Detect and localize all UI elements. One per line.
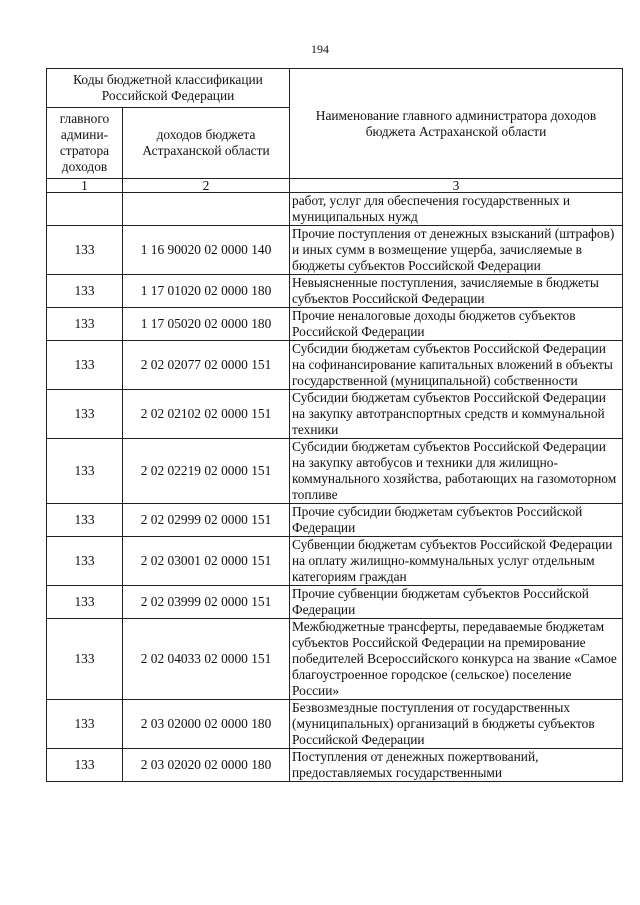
table-row <box>47 749 623 782</box>
admin-code-cell: 133 <box>47 700 123 749</box>
header-administrator-name: Наименование главного администратора доходов бюджета Астраханской области <box>290 69 623 179</box>
revenue-code-cell: 2 02 03001 02 0000 151 <box>123 537 290 586</box>
admin-code-cell: 133 <box>47 619 123 700</box>
table-row <box>47 193 623 226</box>
admin-code-cell: 133 <box>47 226 123 275</box>
table-row <box>47 308 623 341</box>
table-row <box>47 586 623 619</box>
revenue-name-cell: Поступления от денежных пожертвований, предоставляемых государственными <box>290 749 623 782</box>
table-row <box>47 504 623 537</box>
table-row <box>47 390 623 439</box>
revenue-code-cell <box>123 193 290 226</box>
revenue-code-cell: 2 02 02999 02 0000 151 <box>123 504 290 537</box>
revenue-name-cell: Прочие неналоговые доходы бюджетов субъектов Российской Федерации <box>290 308 623 341</box>
revenue-name-cell: Невыясненные поступления, зачисляемые в бюджеты субъектов Российской Федерации <box>290 275 623 308</box>
column-index-3: 3 <box>290 179 623 193</box>
revenue-name-cell: Субсидии бюджетам субъектов Российской Федерации на закупку автобусов и техники для жилищно-коммунального хозяйства, работающих на газомоторном топливе <box>290 439 623 504</box>
table-row <box>47 275 623 308</box>
table-row <box>47 619 623 700</box>
revenue-code-cell: 2 02 03999 02 0000 151 <box>123 586 290 619</box>
revenue-code-cell: 2 02 02102 02 0000 151 <box>123 390 290 439</box>
header-revenue-code: доходов бюджета Астраханской области <box>123 108 290 179</box>
revenue-name-cell: Прочие поступления от денежных взысканий (штрафов) и иных сумм в возмещение ущерба, зачисляемые в бюджеты субъектов Российской Федерации <box>290 226 623 275</box>
table-row <box>47 700 623 749</box>
revenue-name-cell: Субсидии бюджетам субъектов Российской Федерации на софинансирование капитальных вложений в объекты государственной (муниципальной) собственности <box>290 341 623 390</box>
revenue-code-cell: 1 17 05020 02 0000 180 <box>123 308 290 341</box>
revenue-name-cell: Прочие субвенции бюджетам субъектов Российской Федерации <box>290 586 623 619</box>
revenue-name-cell: Межбюджетные трансферты, передаваемые бюджетам субъектов Российской Федерации на премирование победителей Всероссийского конкурса на звание «Самое благоустроенное городское (сельское) поселение России» <box>290 619 623 700</box>
revenue-name-cell: Прочие субсидии бюджетам субъектов Российской Федерации <box>290 504 623 537</box>
revenue-code-cell: 1 17 01020 02 0000 180 <box>123 275 290 308</box>
admin-code-cell: 133 <box>47 308 123 341</box>
table-row <box>47 226 623 275</box>
admin-code-cell: 133 <box>47 586 123 619</box>
page-number: 194 <box>311 42 329 56</box>
revenue-code-cell: 1 16 90020 02 0000 140 <box>123 226 290 275</box>
admin-code-cell: 133 <box>47 275 123 308</box>
admin-code-cell: 133 <box>47 439 123 504</box>
table-row <box>47 537 623 586</box>
admin-code-cell: 133 <box>47 504 123 537</box>
revenue-code-cell: 2 02 04033 02 0000 151 <box>123 619 290 700</box>
revenue-name-cell: Субвенции бюджетам субъектов Российской Федерации на оплату жилищно-коммунальных услуг отдельным категориям граждан <box>290 537 623 586</box>
revenue-name-cell: Субсидии бюджетам субъектов Российской Федерации на закупку автотранспортных средств и коммунальной техники <box>290 390 623 439</box>
admin-code-cell <box>47 193 123 226</box>
budget-classification-table <box>46 68 623 782</box>
revenue-name-cell: работ, услуг для обеспечения государственных и муниципальных нужд <box>290 193 623 226</box>
revenue-name-cell: Безвозмездные поступления от государственных (муниципальных) организаций в бюджеты субъектов Российской Федерации <box>290 700 623 749</box>
revenue-code-cell: 2 02 02219 02 0000 151 <box>123 439 290 504</box>
admin-code-cell: 133 <box>47 390 123 439</box>
revenue-code-cell: 2 02 02077 02 0000 151 <box>123 341 290 390</box>
table-row <box>47 439 623 504</box>
admin-code-cell: 133 <box>47 537 123 586</box>
admin-code-cell: 133 <box>47 341 123 390</box>
revenue-code-cell: 2 03 02000 02 0000 180 <box>123 700 290 749</box>
revenue-code-cell: 2 03 02020 02 0000 180 <box>123 749 290 782</box>
table-row <box>47 341 623 390</box>
column-index-1: 1 <box>47 179 123 193</box>
header-classification-codes: Коды бюджетной классификации Российской Федерации <box>47 69 290 108</box>
admin-code-cell: 133 <box>47 749 123 782</box>
column-index-2: 2 <box>123 179 290 193</box>
header-chief-administrator: главного админи-стратора доходов <box>47 108 123 179</box>
